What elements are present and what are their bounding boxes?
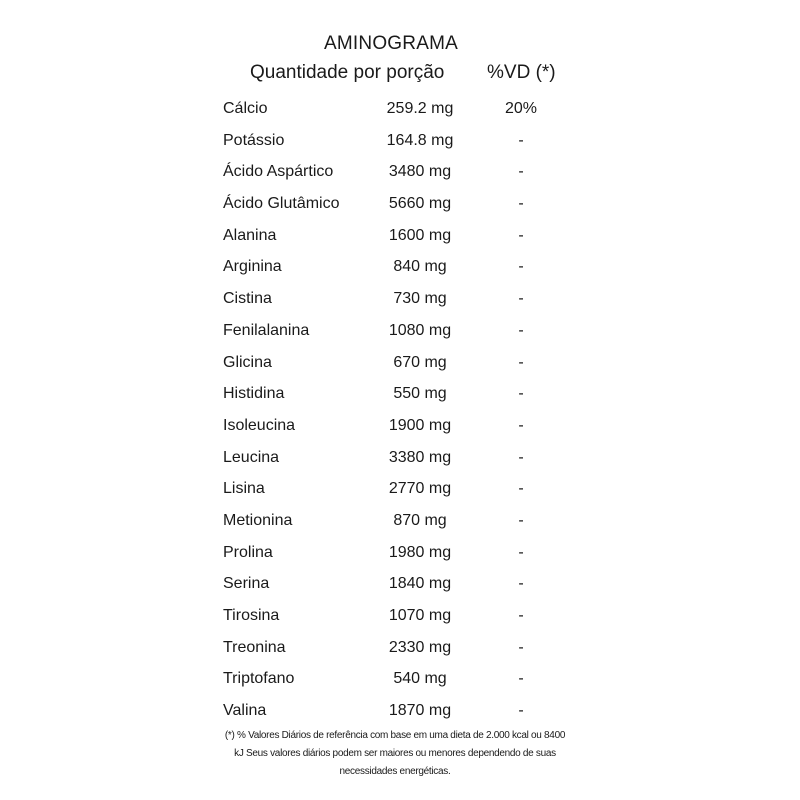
nutrient-vd: - <box>518 670 524 688</box>
nutrient-vd: - <box>518 258 524 276</box>
nutrient-name: Histidina <box>223 385 285 403</box>
table-row <box>0 569 800 601</box>
table-row <box>0 601 800 633</box>
table-row <box>0 506 800 538</box>
nutrient-quantity: 1080 mg <box>388 321 452 339</box>
nutrient-name: Isoleucina <box>223 416 296 434</box>
table-row <box>0 316 800 348</box>
table-row <box>0 474 800 506</box>
nutrient-vd: - <box>518 575 524 593</box>
nutrient-vd: - <box>518 321 524 339</box>
table-row <box>0 443 800 475</box>
nutrient-quantity: 2330 mg <box>388 638 452 656</box>
quantity-column-header: Quantidade por porção <box>250 62 445 83</box>
nutrient-quantity: 1600 mg <box>388 226 452 244</box>
table-row <box>0 94 800 126</box>
nutrient-name: Glicina <box>223 353 272 371</box>
nutrient-quantity: 1870 mg <box>388 702 452 720</box>
aminogram-table <box>0 94 800 728</box>
nutrient-quantity: 670 mg <box>393 353 447 371</box>
nutrient-name: Ácido Glutâmico <box>223 195 340 213</box>
table-row <box>0 221 800 253</box>
nutrient-name: Tirosina <box>223 607 280 624</box>
nutrient-name: Lisina <box>223 480 265 498</box>
table-row <box>0 348 800 380</box>
table-row <box>0 664 800 696</box>
nutrient-name: Alanina <box>223 226 277 244</box>
nutrient-quantity: 164.8 mg <box>386 131 454 149</box>
table-row <box>0 379 800 411</box>
nutrient-name: Treonina <box>223 638 286 656</box>
nutrient-vd: - <box>518 385 524 403</box>
nutrient-vd: - <box>518 290 524 308</box>
table-row <box>0 157 800 189</box>
table-row <box>0 538 800 570</box>
nutrient-name: Metionina <box>223 511 293 529</box>
nutrient-name: Cálcio <box>223 100 268 117</box>
nutrient-name: Ácido Aspártico <box>223 163 334 181</box>
table-row <box>0 696 800 728</box>
nutrient-vd: - <box>518 480 524 498</box>
nutrient-quantity: 730 mg <box>393 290 447 308</box>
nutrient-vd: - <box>518 226 524 244</box>
nutrient-vd: - <box>518 163 524 181</box>
nutrient-vd: - <box>518 448 524 466</box>
nutrient-vd: - <box>518 195 524 213</box>
nutrient-quantity: 3480 mg <box>388 163 452 181</box>
nutrient-name: Valina <box>223 702 267 720</box>
table-row <box>0 633 800 665</box>
nutrient-quantity: 550 mg <box>393 385 447 403</box>
footnote: (*) % Valores Diários de referência com base em uma dieta de 2.000 kcal ou 8400 kJ Seus valores diários podem ser maiores ou menores dependendo de suas necessidades energéticas. <box>224 730 566 777</box>
nutrient-vd: - <box>518 416 524 434</box>
nutrient-quantity: 540 mg <box>393 670 447 688</box>
nutrient-name: Fenilalanina <box>223 321 310 339</box>
nutrient-vd: 20% <box>504 100 538 117</box>
nutrient-quantity: 3380 mg <box>388 448 452 466</box>
nutrient-quantity: 1900 mg <box>388 416 452 434</box>
table-row <box>0 189 800 221</box>
nutrient-name: Triptofano <box>223 670 295 688</box>
nutrient-vd: - <box>518 353 524 371</box>
table-row <box>0 126 800 158</box>
nutrient-name: Prolina <box>223 543 273 561</box>
nutrient-quantity: 840 mg <box>393 258 447 276</box>
vd-column-header: %VD (*) <box>487 62 556 83</box>
table-row <box>0 284 800 316</box>
nutrient-quantity: 1980 mg <box>388 543 452 561</box>
nutrient-vd: - <box>518 511 524 529</box>
nutrient-vd: - <box>518 702 524 720</box>
nutrient-quantity: 1070 mg <box>388 607 452 624</box>
nutrient-name: Potássio <box>223 131 285 149</box>
nutrient-vd: - <box>518 638 524 656</box>
nutrient-quantity: 259.2 mg <box>386 100 454 117</box>
nutrient-vd: - <box>518 131 524 149</box>
nutrient-vd: - <box>518 607 524 624</box>
nutrient-quantity: 5660 mg <box>388 195 452 213</box>
nutrient-name: Arginina <box>223 258 282 276</box>
nutrient-vd: - <box>518 543 524 561</box>
nutrient-quantity: 2770 mg <box>388 480 452 498</box>
nutrient-name: Serina <box>223 575 270 593</box>
nutrient-name: Leucina <box>223 448 280 466</box>
nutrient-quantity: 870 mg <box>393 511 447 529</box>
page-title: AMINOGRAMA <box>324 33 458 54</box>
nutrient-name: Cistina <box>223 290 272 308</box>
table-row <box>0 252 800 284</box>
table-row <box>0 411 800 443</box>
nutrient-quantity: 1840 mg <box>388 575 452 593</box>
